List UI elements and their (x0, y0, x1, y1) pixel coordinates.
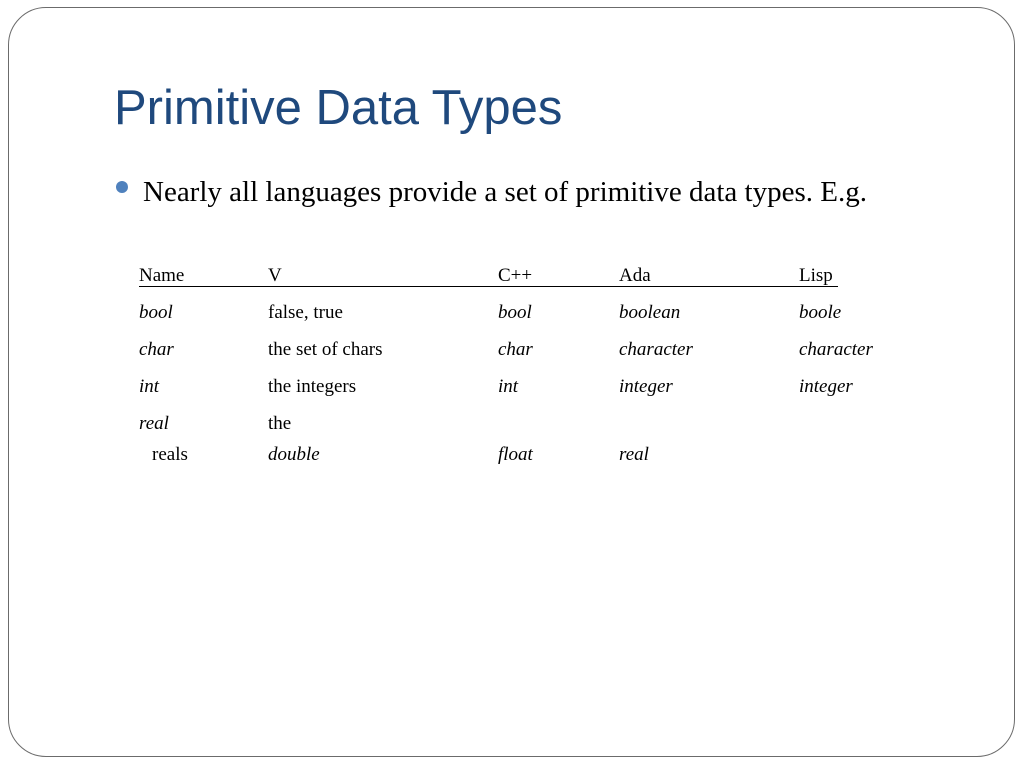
table-cell: integer (799, 376, 853, 397)
table-cell: int (498, 376, 519, 397)
header-v: V (268, 265, 282, 286)
table-cell: boolean (619, 302, 681, 323)
table-cell: the integers (268, 376, 357, 397)
table-cell: char (139, 339, 174, 360)
table-cell: the (268, 413, 292, 434)
table-cell: char (498, 339, 533, 360)
table-cell: real (139, 413, 169, 434)
slide-title: Primitive Data Types (114, 81, 563, 135)
table-cell: character (799, 339, 873, 360)
table-cell: real (619, 444, 649, 465)
table-cell: boole (799, 302, 842, 323)
table-cell: reals (152, 444, 188, 465)
table-cell: float (498, 444, 533, 465)
header-cpp: C++ (498, 265, 533, 286)
table-cell: integer (619, 376, 673, 397)
table-cell: int (139, 376, 160, 397)
header-name: Name (139, 265, 185, 286)
table-cell: bool (139, 302, 173, 323)
header-underline (139, 286, 838, 287)
table-cell: the set of chars (268, 339, 383, 360)
header-ada: Ada (619, 265, 651, 286)
table-cell: character (619, 339, 693, 360)
table-cell: bool (498, 302, 532, 323)
table-cell: false, true (268, 302, 343, 323)
bullet-icon (116, 181, 128, 193)
table-cell: double (268, 444, 320, 465)
header-lisp: Lisp (799, 265, 833, 286)
bullet-text: Nearly all languages provide a set of primitive data types. E.g. (143, 176, 867, 208)
